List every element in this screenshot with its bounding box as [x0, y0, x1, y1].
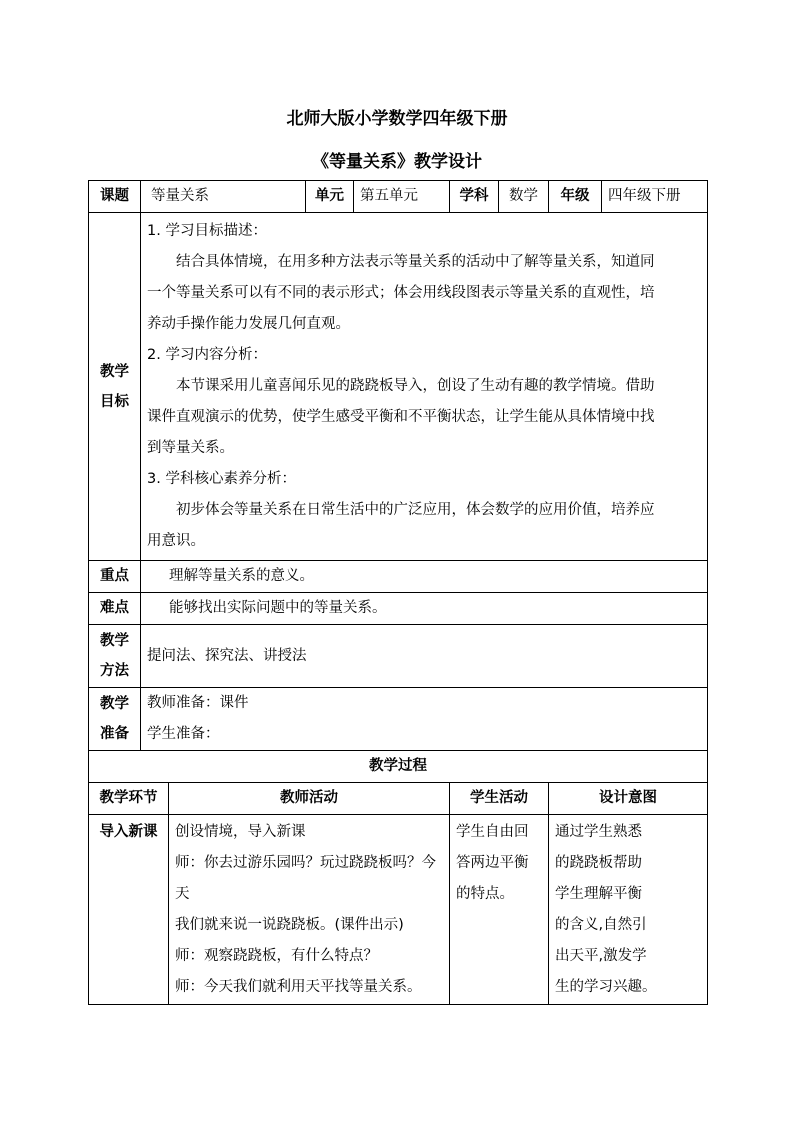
difficulty-label: 难点 — [89, 593, 141, 625]
key-point-row — [89, 561, 708, 593]
teacher-line-3: 我们就来说一说跷跷板。(课件出示) — [175, 917, 404, 933]
key-point-label: 重点 — [89, 561, 141, 593]
objectives-label — [89, 213, 141, 561]
column-teacher: 教师活动 — [169, 783, 450, 815]
method-value: 提问法、探究法、讲授法 — [141, 625, 708, 688]
objective-text-1-line-1: 结合具体情境，在用多种方法表示等量关系的活动中了解等量关系，知道同 — [176, 254, 655, 270]
grade-value: 四年级下册 — [602, 181, 708, 213]
objective-heading-1: 1. 学习目标描述： — [147, 223, 267, 239]
student-line-3: 的特点。 — [456, 886, 514, 902]
intent-line-6: 生的学习兴趣。 — [555, 979, 657, 995]
intent-line-2: 的跷跷板帮助 — [555, 855, 642, 871]
process-row — [89, 815, 708, 1005]
key-point-value: 理解等量关系的意义。 — [141, 561, 708, 593]
intent-line-4: 的含义,自然引 — [555, 917, 647, 933]
info-row — [89, 181, 708, 213]
document-subtitle: 《等量关系》教学设计 — [312, 152, 482, 172]
teacher-activity-cell — [169, 815, 450, 1005]
objectives-label-line2: 目标 — [100, 393, 129, 410]
unit-value: 第五单元 — [354, 181, 450, 213]
document-title: 北师大版小学数学四年级下册 — [286, 109, 508, 129]
objective-heading-2: 2. 学习内容分析： — [147, 347, 267, 363]
teacher-line-2: 师：你去过游乐园吗？玩过跷跷板吗？今天 — [175, 855, 436, 902]
unit-label: 单元 — [306, 181, 354, 213]
teacher-line-4: 师：观察跷跷板，有什么特点？ — [175, 948, 378, 964]
design-intent-cell — [549, 815, 708, 1005]
prep-value — [141, 688, 708, 751]
process-title: 教学过程 — [89, 751, 708, 783]
objectives-content — [141, 213, 708, 561]
column-intent: 设计意图 — [549, 783, 708, 815]
objective-text-2-line-2: 课件直观演示的优势，使学生感受平衡和不平衡状态，让学生能从具体情境中找 — [147, 409, 655, 425]
intent-line-1: 通过学生熟悉 — [555, 824, 642, 840]
prep-label — [89, 688, 141, 751]
teacher-line-5: 师：今天我们就利用天平找等量关系。 — [175, 979, 422, 995]
objectives-row — [89, 213, 708, 561]
objectives-label-line1: 教学 — [100, 363, 129, 380]
intent-line-3: 学生理解平衡 — [555, 886, 642, 902]
objective-heading-3: 3. 学科核心素养分析： — [147, 471, 296, 487]
objective-text-3-line-1: 初步体会等量关系在日常生活中的广泛应用，体会数学的应用价值，培养应 — [176, 502, 655, 518]
objective-text-1-line-2: 一个等量关系可以有不同的表示形式；体会用线段图表示等量关系的直观性，培 — [147, 285, 655, 301]
prep-label-line2: 准备 — [100, 726, 129, 742]
column-student: 学生活动 — [450, 783, 549, 815]
subject-value: 数学 — [499, 181, 549, 213]
lesson-plan-table — [88, 180, 708, 1005]
column-stage: 教学环节 — [89, 783, 169, 815]
objective-text-2-line-3: 到等量关系。 — [147, 440, 234, 456]
prep-row — [89, 688, 708, 751]
intent-line-5: 出天平,激发学 — [555, 948, 647, 964]
objective-text-1-line-3: 养动手操作能力发展几何直观。 — [147, 316, 350, 332]
difficulty-row — [89, 593, 708, 625]
objective-text-3-line-2: 用意识。 — [147, 533, 205, 549]
process-header-row — [89, 783, 708, 815]
student-activity-cell — [450, 815, 549, 1005]
subject-label: 学科 — [450, 181, 499, 213]
objective-text-2-line-1: 本节课采用儿童喜闻乐见的跷跷板导入，创设了生动有趣的教学情境。借助 — [176, 378, 655, 394]
difficulty-value: 能够找出实际问题中的等量关系。 — [141, 593, 708, 625]
method-label-line2: 方法 — [100, 663, 129, 679]
student-line-2: 答两边平衡 — [456, 855, 529, 871]
grade-label: 年级 — [549, 181, 602, 213]
prep-teacher: 教师准备：课件 — [147, 695, 249, 711]
student-line-1: 学生自由回 — [456, 824, 529, 840]
stage-cell: 导入新课 — [89, 815, 169, 1005]
prep-label-line1: 教学 — [100, 696, 129, 712]
method-label-line1: 教学 — [100, 633, 129, 649]
teacher-line-1: 创设情境，导入新课 — [175, 824, 306, 840]
topic-label: 课题 — [89, 181, 141, 213]
method-label — [89, 625, 141, 688]
prep-student: 学生准备： — [147, 726, 220, 742]
method-row — [89, 625, 708, 688]
topic-value: 等量关系 — [141, 181, 306, 213]
process-title-row — [89, 751, 708, 783]
